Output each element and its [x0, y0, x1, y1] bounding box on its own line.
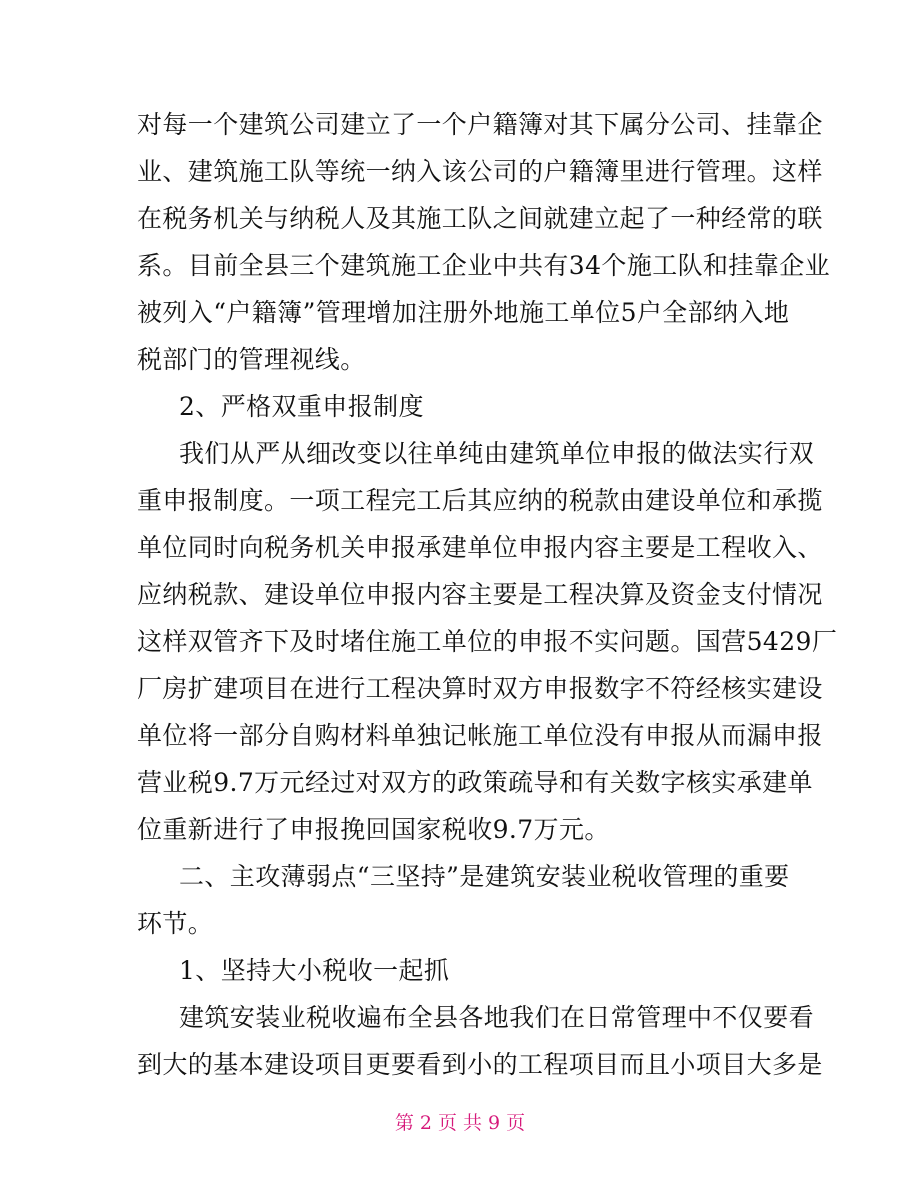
text-line: 营业税9.7万元经过对双方的政策疏导和有关数字核实承建单 [137, 768, 813, 797]
text-line: 应纳税款、建设单位申报内容主要是工程决算及资金支付情况 [137, 580, 823, 609]
section-heading: 环节。 [137, 909, 214, 938]
text-line: 建筑安装业税收遍布全县各地我们在日常管理中不仅要看 [179, 1003, 815, 1032]
text-line: 在税务机关与纳税人及其施工队之间就建立起了一种经常的联 [137, 204, 823, 233]
text-line: 税部门的管理视线。 [137, 345, 366, 374]
section-heading: 2、严格双重申报制度 [179, 392, 424, 421]
text-line: 厂房扩建项目在进行工程决算时双方申报数字不符经核实建设 [137, 674, 823, 703]
text-line: 这样双管齐下及时堵住施工单位的申报不实问题。国营5429厂 [137, 627, 838, 656]
text-line: 我们从严从细改变以往单纯由建筑单位申报的做法实行双 [179, 439, 815, 468]
section-heading: 二、主攻薄弱点“三坚持”是建筑安装业税收管理的重要 [179, 862, 790, 891]
text-line: 重申报制度。一项工程完工后其应纳的税款由建设单位和承揽 [137, 486, 823, 515]
text-line: 位重新进行了申报挽回国家税收9.7万元。 [137, 815, 610, 844]
text-line: 被列入“户籍簿”管理增加注册外地施工单位5户全部纳入地 [137, 298, 790, 327]
section-heading: 1、坚持大小税收一起抓 [179, 956, 450, 985]
text-line: 单位将一部分自购材料单独记帐施工单位没有申报从而漏申报 [137, 721, 823, 750]
page-number-footer: 第 2 页 共 9 页 [394, 1112, 526, 1134]
text-line: 对每一个建筑公司建立了一个户籍簿对其下属分公司、挂靠企 [137, 110, 823, 139]
text-line: 到大的基本建设项目更要看到小的工程项目而且小项目大多是 [137, 1050, 823, 1079]
text-line: 业、建筑施工队等统一纳入该公司的户籍簿里进行管理。这样 [137, 157, 823, 186]
text-line: 单位同时向税务机关申报承建单位申报内容主要是工程收入、 [137, 533, 823, 562]
text-line: 系。目前全县三个建筑施工企业中共有34个施工队和挂靠企业 [137, 251, 831, 280]
